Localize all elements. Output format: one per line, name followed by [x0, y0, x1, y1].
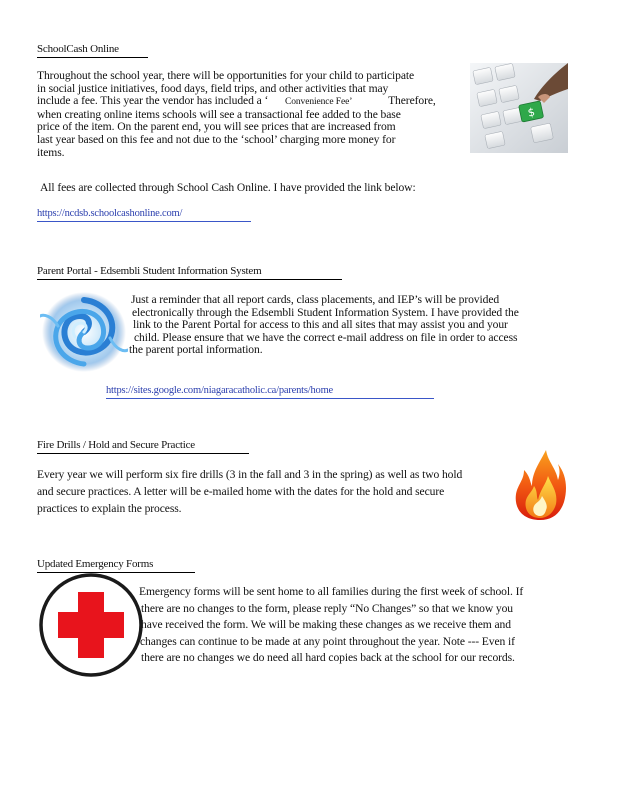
convenience-fee-term: Convenience Fee’: [285, 97, 353, 108]
schoolcash-line-1: Throughout the school year, there will be opportunities for your child to participate: [37, 69, 415, 82]
blue-swirl-icon: [40, 290, 128, 374]
portal-line-3: link to the Parent Portal for access to this and all sites that may assist you and your: [133, 318, 508, 332]
emergency-line-2: there are no changes to the form, please reply “No Changes” so that we know you: [141, 601, 513, 615]
schoolcash-line-6: last year based on this fee and not due to the ‘school’ charging more money for: [37, 132, 396, 146]
portal-line-1: Just a reminder that all report cards, class placements, and IEP’s will be provided: [131, 293, 500, 306]
schoolcash-line-3: [37, 95, 436, 109]
schoolcash-line-5: price of the item. On the parent end, you will see prices that are increased from: [37, 120, 396, 134]
therefore-text: Therefore,: [388, 94, 436, 108]
emergency-line-1: Emergency forms will be sent home to all families during the first week of school. If: [139, 585, 524, 598]
parent-portal-paragraph: [128, 294, 519, 357]
fees-note: All fees are collected through School Cash Online. I have provided the link below:: [40, 181, 416, 194]
schoolcash-line-7: items.: [37, 145, 65, 159]
schoolcash-heading: SchoolCash Online: [37, 42, 148, 58]
portal-line-5: the parent portal information.: [129, 343, 263, 357]
fire-line-3: practices to explain the process.: [37, 502, 182, 515]
schoolcash-line-3-text: include a fee. This year the vendor has included a ‘: [37, 94, 269, 108]
emergency-line-3: have received the form. We will be making these changes as we receive them and: [141, 618, 511, 631]
emergency-line-4: changes can continue to be made at any point throughout the year. Note --- Even if: [140, 634, 515, 648]
schoolcash-line-2: in social justice initiatives, food days, field trips, and other activities that may: [37, 81, 389, 95]
fire-drills-paragraph: [37, 466, 462, 517]
schoolcash-line-4: when creating online items schools will see a transactional fee added to the base: [37, 107, 401, 121]
svg-text:$: $: [526, 105, 537, 120]
emergency-paragraph: [138, 584, 523, 667]
fire-line-2: and secure practices. A letter will be e-mailed home with the dates for the hold and secure: [37, 485, 445, 498]
fire-drills-heading: Fire Drills / Hold and Secure Practice: [37, 438, 249, 454]
parent-portal-link[interactable]: https://sites.google.com/niagaracatholic.ca/parents/home: [106, 384, 434, 399]
schoolcash-link[interactable]: https://ncdsb.schoolcashonline.com/: [37, 207, 251, 222]
fire-line-1: Every year we will perform six fire drills (3 in the fall and 3 in the spring) as well as two hold: [37, 468, 463, 481]
parent-portal-heading: Parent Portal - Edsembli Student Information System: [37, 264, 342, 280]
emergency-line-5: there are no changes we do need all hard copies back at the school for our records.: [141, 651, 515, 664]
portal-line-4: child. Please ensure that we have the correct e-mail address on file in order to access: [134, 330, 518, 344]
flame-icon: [512, 448, 568, 520]
portal-line-2: electronically through the Edsembli Student Information System. I have provided the: [132, 305, 519, 319]
red-cross-icon: [38, 572, 144, 678]
schoolcash-paragraph: [37, 70, 436, 159]
keyboard-dollar-key-icon: [470, 63, 568, 153]
emergency-heading: Updated Emergency Forms: [37, 557, 195, 573]
